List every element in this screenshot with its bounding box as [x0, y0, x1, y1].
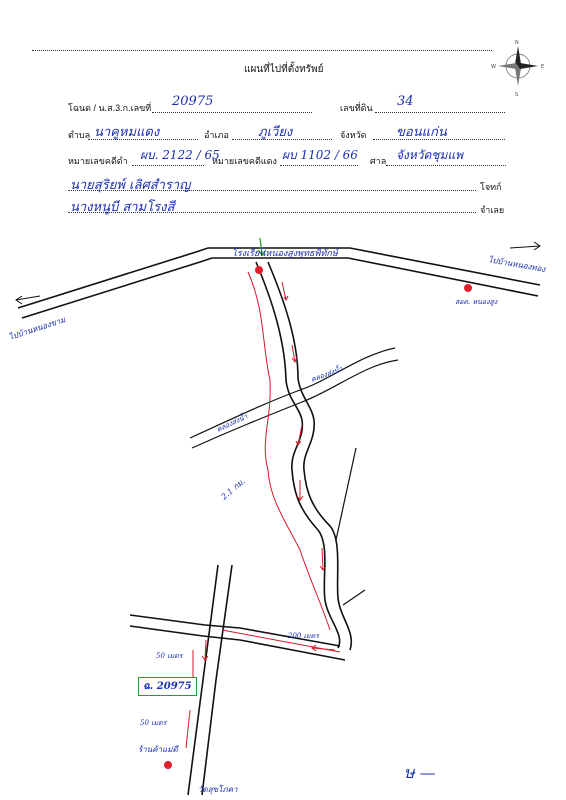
school-label: โรงเรียนหนองสูงพุทธพิทักษ์ — [232, 249, 338, 259]
district-value: ภูเวียง — [258, 125, 293, 140]
health-center-label: สอต. หนองสูง — [455, 298, 498, 306]
defendant-value: นางหนูบี สามโรงสี — [70, 200, 175, 215]
compass-n-label: N — [515, 40, 519, 46]
subdistrict-value: นาคูหมแดง — [94, 125, 160, 140]
canal-label: คลองส่งน้ำ — [215, 412, 249, 434]
school-dot — [255, 266, 263, 274]
side-road-right — [336, 448, 365, 605]
canal-label-2: คลองส่งน้ำ — [309, 365, 344, 384]
plaintiff-value: นายสุริยพ์ เลิศสำราญ — [70, 178, 191, 193]
province-label: จังหวัด — [340, 130, 367, 140]
distance-top-label: 50 เมตร — [156, 652, 183, 660]
temple-dot — [164, 761, 172, 769]
signature: ษ — — [404, 763, 436, 782]
land-no-label: เลขที่ดิน — [340, 103, 373, 113]
landmark-temple-label: วัดสุขโภคา — [198, 785, 238, 794]
road-to-nongthong-label: ไปบ้านหนองทอง — [487, 255, 546, 274]
black-case-value: ผบ. 2122 / 65 — [140, 148, 220, 162]
red-case-value: ผบ 1102 / 66 — [282, 148, 358, 162]
page-title: แผนที่ไปที่ตั้งทรัพย์ — [244, 64, 324, 75]
court-label: ศาล — [370, 156, 387, 166]
court-value: จังหวัดชุมแพ — [396, 148, 464, 162]
health-center-dot — [464, 284, 472, 292]
deed-value: 20975 — [172, 94, 214, 109]
distance-side-label: 200 เมตร — [288, 632, 319, 640]
black-case-label: หมายเลขคดีดำ — [68, 156, 128, 166]
parcel-label: ฉ. 20975 — [138, 677, 197, 696]
deed-label: โฉนด / น.ส.3.ก.เลขที่ — [68, 103, 152, 113]
compass-e-label: E — [541, 64, 545, 70]
province-value: ขอนแก่น — [396, 125, 447, 140]
subdistrict-label: ตำบล — [68, 130, 91, 140]
compass-w-label: W — [491, 64, 496, 70]
road-to-nongkham-label: ไปบ้านหนองขาม — [7, 315, 67, 342]
route-line — [248, 272, 330, 630]
district-label: อำเภอ — [204, 130, 229, 140]
compass-s-label: S — [515, 92, 519, 98]
canal — [190, 348, 398, 448]
distance-bottom-label: 50 เมตร — [140, 719, 167, 727]
red-case-label: หมายเลขคดีแดง — [212, 156, 277, 166]
defendant-label: จำเลย — [480, 205, 505, 215]
distance-main-label: 2.1 กม. — [219, 476, 247, 502]
land-no-value: 34 — [397, 94, 414, 109]
route-road — [256, 262, 351, 650]
plaintiff-label: โจทก์ — [480, 182, 502, 192]
landmark-house-label: ร้านค้าแม่ดี — [138, 745, 178, 754]
